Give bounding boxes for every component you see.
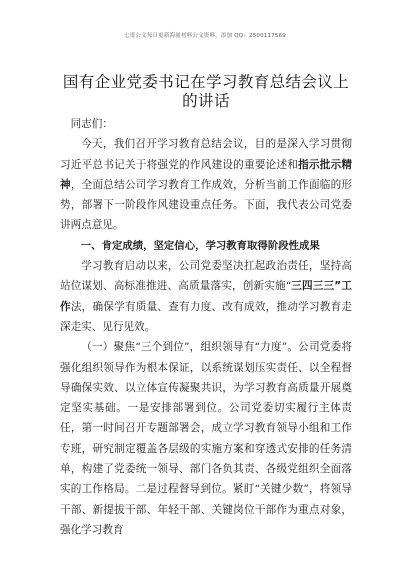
salutation: 同志们： [70,118,113,130]
paragraph-text: 学习教育启动以来，公司党委坚决扛起政治责任，坚持高站位谋划、高标准推进、高质量落实，创新实施“ [60,260,352,293]
paragraph-text: 今天，我们召开学习教育总结会议，目的是深入学习贯彻习近平总书记关于将强党的作风建设的重要论述和 [60,138,352,171]
header-note: 七哥公文每日更新海量材料公文资料，添加 QQ：2500117569 [123,33,286,39]
document-title: 国有企业党委书记在学习教育总结会议上的讲话 [62,73,350,110]
emphasized-text: 指示批示精神 [60,158,353,191]
section-heading: 一、肯定成绩，坚定信心，学习教育取得阶段性成果 [80,239,320,252]
paragraph-achievements [60,256,352,337]
emphasized-text: 三四三三”工作 [60,280,352,313]
paragraph-opening [60,134,352,235]
paragraph-organization: （一）聚焦“三个到位”，组织领导有“力度”。公司党委将强化组织领导作为根本保证，以系统谋划压实责任、以全程督导确保实效、以立体宣传凝聚共识，为学习教育高质量开展奠定坚实基础。一是安排部署到位。公司党委切实履行主体责任，第一时间召开专题部署会，成立学习教育领导小组和工作专班，研究制定覆盖各层级的实施方案和穿透式安排的任务清单，构建了党委统一领导、部门各负其责、各级党组织全面落实的工作格局。二是过程督导到位。紧盯“关键少数”，将领导干部、新提拔干部、年轻干部、关键岗位干部作为重点对象，强化学习教育 [60,341,352,536]
document-body [60,114,352,540]
paragraph-text: ，全面总结公司学习教育工作成效，分析当前工作面临的形势，部署下一阶段作风建设重点任务。下面，我代表公司党委讲两点意见。 [60,178,353,232]
paragraph-text: 法，确保学有质量、查有力度、改有成效，推动学习教育走深走实、见行见效。 [60,300,353,333]
